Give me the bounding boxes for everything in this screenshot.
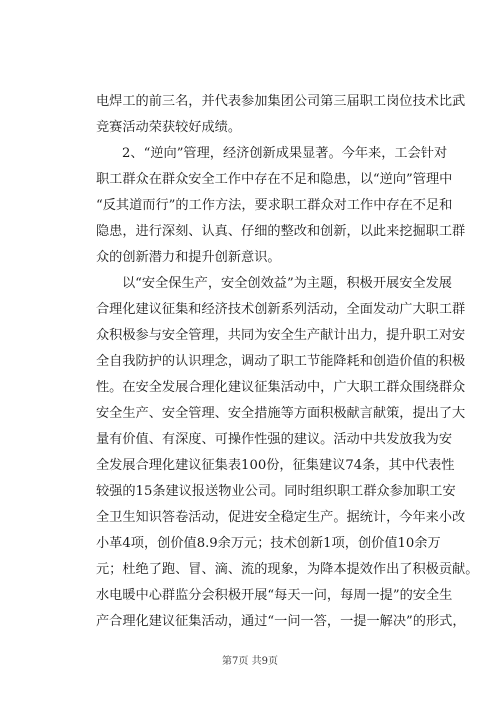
text-line: 以“安全保生产，安全创效益”为主题，积极开展安全发展 xyxy=(122,276,452,291)
text-line: 隐患，进行深刻、认真、仔细的整改和创新，以此来挖掘职工群 xyxy=(96,224,466,239)
text-line: 众的创新潜力和提升创新意识。 xyxy=(96,250,281,265)
text-line: 竞赛活动荣获较好成绩。 xyxy=(96,120,242,135)
text-line: 全发展合理化建议征集表100份，征集建议74条，其中代表性 xyxy=(96,458,455,473)
text-line: 电焊工的前三名，并代表参加集团公司第三届职工岗位技术比武 xyxy=(96,94,466,109)
text-line: 2、“逆向”管理，经济创新成果显著。今年来，工会针对 xyxy=(122,146,448,161)
text-line: 产合理化建议征集活动，通过“一问一答，一提一解决”的形式， xyxy=(96,614,466,629)
text-line: 量有价值、有深度、可操作性强的建议。活动中共发放我为安 xyxy=(96,432,453,447)
text-line: 小革4项，创价值8.9余万元；技术创新1项，创价值10余万 xyxy=(96,536,441,551)
text-line: 较强的15条建议报送物业公司。同时组织职工群众参加职工安 xyxy=(96,484,456,499)
text-line: 职工群众在群众安全工作中存在不足和隐患，以“逆向”管理中 xyxy=(96,172,453,187)
text-line: 元；杜绝了跑、冒、滴、流的现象，为降本提效作出了积极贡献。 xyxy=(96,562,479,577)
text-line: 合理化建议征集和经济技术创新系列活动，全面发动广大职工群 xyxy=(96,302,466,317)
text-line: 安全生产、安全管理、安全措施等方面积极献言献策，提出了大 xyxy=(96,406,466,421)
text-line: 水电暖中心群监分会积极开展“每天一问，每周一提”的安全生 xyxy=(96,588,453,603)
text-line: “反其道而行”的工作方法，要求职工群众对工作中存在不足和 xyxy=(96,198,453,213)
page-footer: 第7页 共9页 xyxy=(222,656,278,667)
text-line: 全自我防护的认识理念，调动了职工节能降耗和创造价值的积极 xyxy=(96,354,466,369)
text-line: 性。在安全发展合理化建议征集活动中，广大职工群众围绕群众 xyxy=(96,380,466,395)
text-line: 全卫生知识答卷活动，促进安全稳定生产。据统计，今年来小改 xyxy=(96,510,466,525)
text-line: 众积极参与安全管理，共同为安全生产献计出力，提升职工对安 xyxy=(96,328,466,343)
